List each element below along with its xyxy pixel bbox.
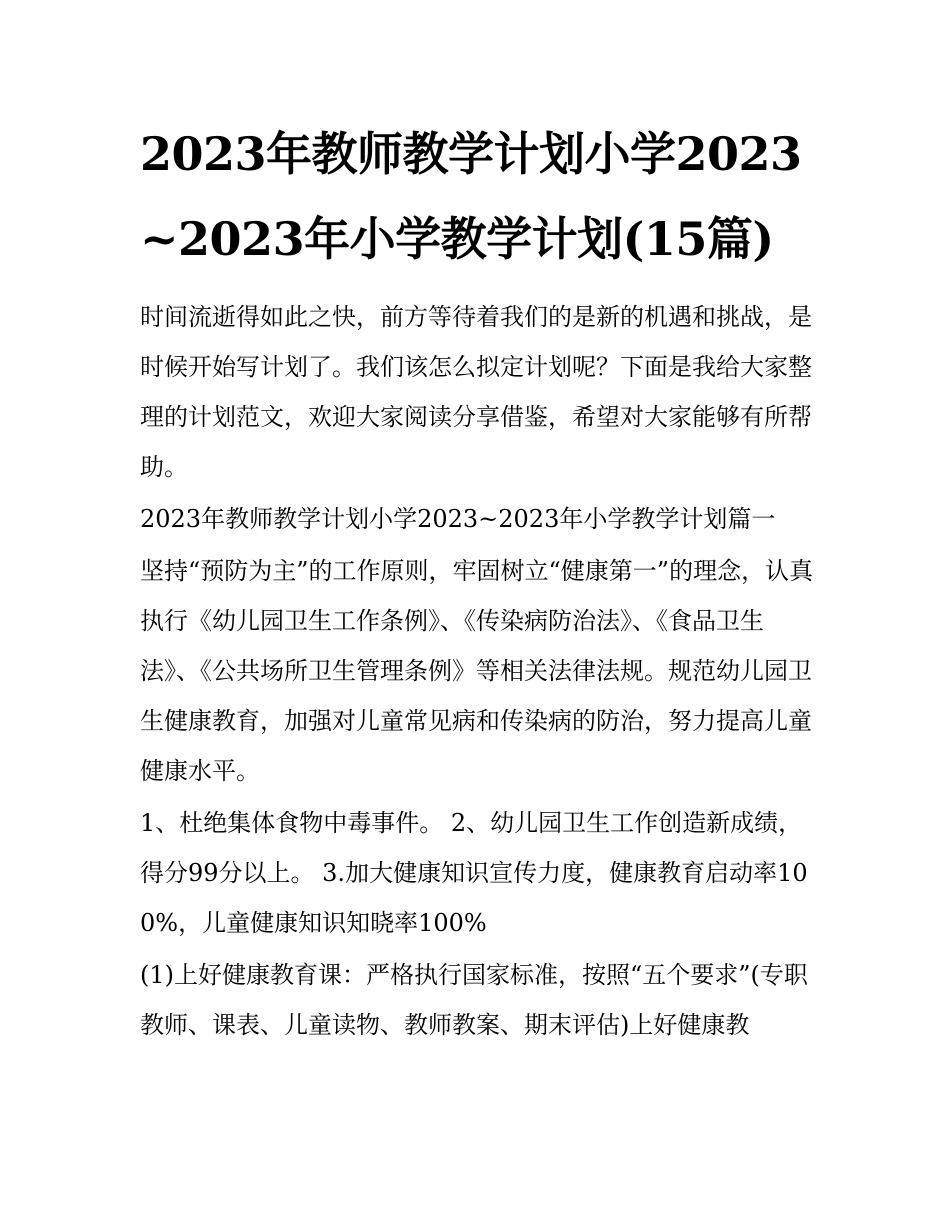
goals-paragraph: 1、杜绝集体食物中毒事件。 2、幼儿园卫生工作创造新成绩，得分99分以上。 3.加大健康知识宣传力度，健康教育启动率100%，儿童健康知识知晓率100% (140, 809, 808, 937)
measures-paragraph: (1)上好健康教育课：严格执行国家标准，按照“五个要求”(专职教师、课表、儿童读物、教师教案、期末评估)上好健康教 (140, 961, 808, 1039)
document-title: 2023年教师教学计划小学2023~2023年小学教学计划(15篇) (140, 127, 802, 266)
section-heading: 2023年教师教学计划小学2023~2023年小学教学计划篇一 (140, 505, 776, 533)
document-page (140, 112, 820, 1050)
body-paragraph: 坚持“预防为主”的工作原则，牢固树立“健康第一”的理念，认真执行《幼儿园卫生工作条例》、《传染病防治法》、《食品卫生法》、《公共场所卫生管理条例》等相关法律法规。规范幼儿园卫生健康教育，加强对儿童常见病和传染病的防治，努力提高儿童健康水平。 (140, 557, 814, 785)
intro-paragraph: 时间流逝得如此之快，前方等待着我们的是新的机遇和挑战，是时候开始写计划了。我们该怎么拟定计划呢？下面是我给大家整理的计划范文，欢迎大家阅读分享借鉴，希望对大家能够有所帮助。 (140, 303, 812, 481)
